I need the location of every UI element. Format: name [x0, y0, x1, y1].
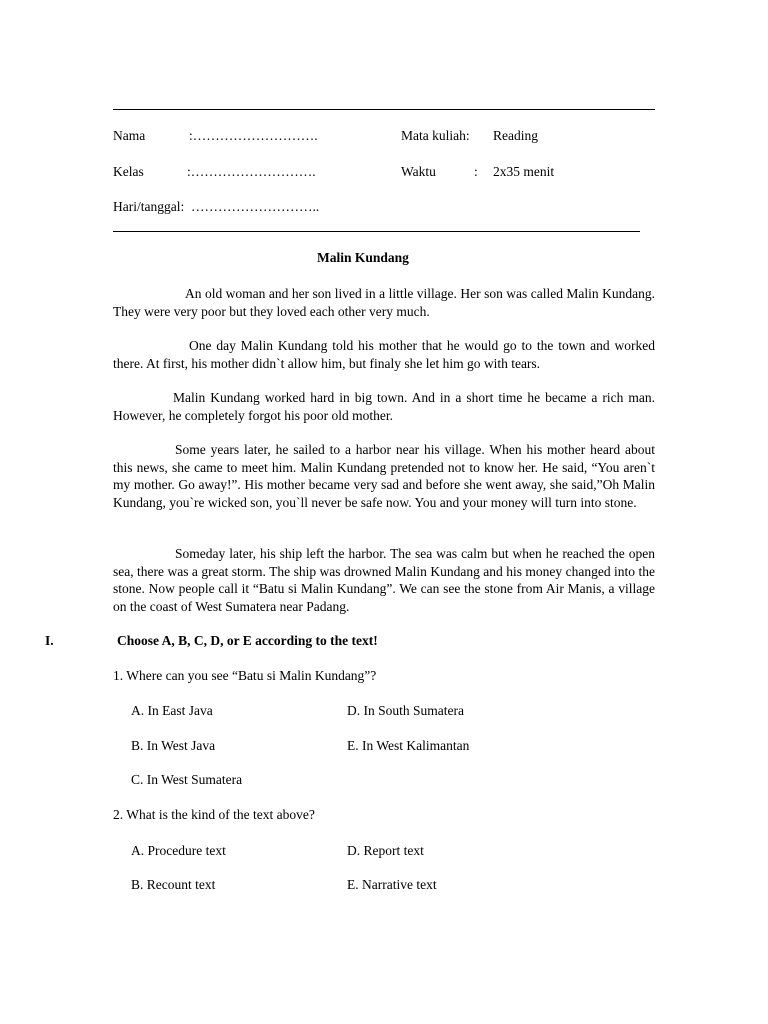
tanggal-label: Hari/tanggal: — [113, 199, 185, 214]
nama-label: Nama — [113, 128, 146, 143]
waktu-label: Waktu — [401, 164, 436, 179]
nama-field[interactable]: :………………………. — [189, 128, 318, 143]
question-1: 1. Where can you see “Batu si Malin Kundang”? — [113, 668, 377, 683]
q2-option-b[interactable]: B. Recount text — [131, 877, 216, 892]
story-paragraph: One day Malin Kundang told his mother that he would go to the town and worked there. At first, his mother didn`t allow him, but finaly she let him go with tears. — [113, 338, 655, 371]
top-rule — [113, 109, 655, 110]
matakuliah-label: Mata kuliah: — [401, 128, 470, 143]
kelas-label: Kelas — [113, 164, 144, 179]
q1-option-e[interactable]: E. In West Kalimantan — [347, 738, 470, 753]
waktu-value: 2x35 menit — [493, 164, 555, 179]
story-paragraph: An old woman and her son lived in a little village. Her son was called Malin Kundang. They were very poor but they loved each other very much. — [113, 286, 655, 319]
q1-option-a[interactable]: A. In East Java — [131, 703, 213, 718]
header-bottom-rule — [113, 231, 640, 232]
question-2: 2. What is the kind of the text above? — [113, 807, 315, 822]
section-instruction: Choose A, B, C, D, or E according to the text! — [117, 633, 378, 648]
section-number: I. — [45, 633, 54, 648]
matakuliah-value: Reading — [493, 128, 538, 143]
waktu-colon: : — [474, 164, 478, 179]
story-paragraph: Some years later, he sailed to a harbor near his village. When his mother heard about this news, she came to meet him. Malin Kundang pretended not to know her. He said, “You aren`t my mother. Go away!”. His mother became very sad and before she went away, she said,”Oh Malin Kundang, you`re wicked son, you`ll never be safe now. You and your money will turn into stone. — [113, 442, 655, 510]
story-title: Malin Kundang — [317, 250, 409, 265]
tanggal-field[interactable]: ……………………….. — [191, 199, 320, 214]
q2-option-d[interactable]: D. Report text — [347, 843, 424, 858]
kelas-field[interactable]: :………………………. — [187, 164, 316, 179]
q2-option-a[interactable]: A. Procedure text — [131, 843, 226, 858]
q2-option-e[interactable]: E. Narrative text — [347, 877, 437, 892]
story-paragraph: Malin Kundang worked hard in big town. And in a short time he became a rich man. However, he completely forgot his poor old mother. — [113, 390, 655, 423]
q1-option-d[interactable]: D. In South Sumatera — [347, 703, 464, 718]
q1-option-b[interactable]: B. In West Java — [131, 738, 216, 753]
q1-option-c[interactable]: C. In West Sumatera — [131, 772, 243, 787]
story-paragraph: Someday later, his ship left the harbor. The sea was calm but when he reached the open sea, there was a great storm. The ship was drowned Malin Kundang and his money changed into the stone. Now people call it “Batu si Malin Kundang”. We can see the stone from Air Manis, a village on the coast of West Sumatera near Padang. — [113, 546, 655, 614]
